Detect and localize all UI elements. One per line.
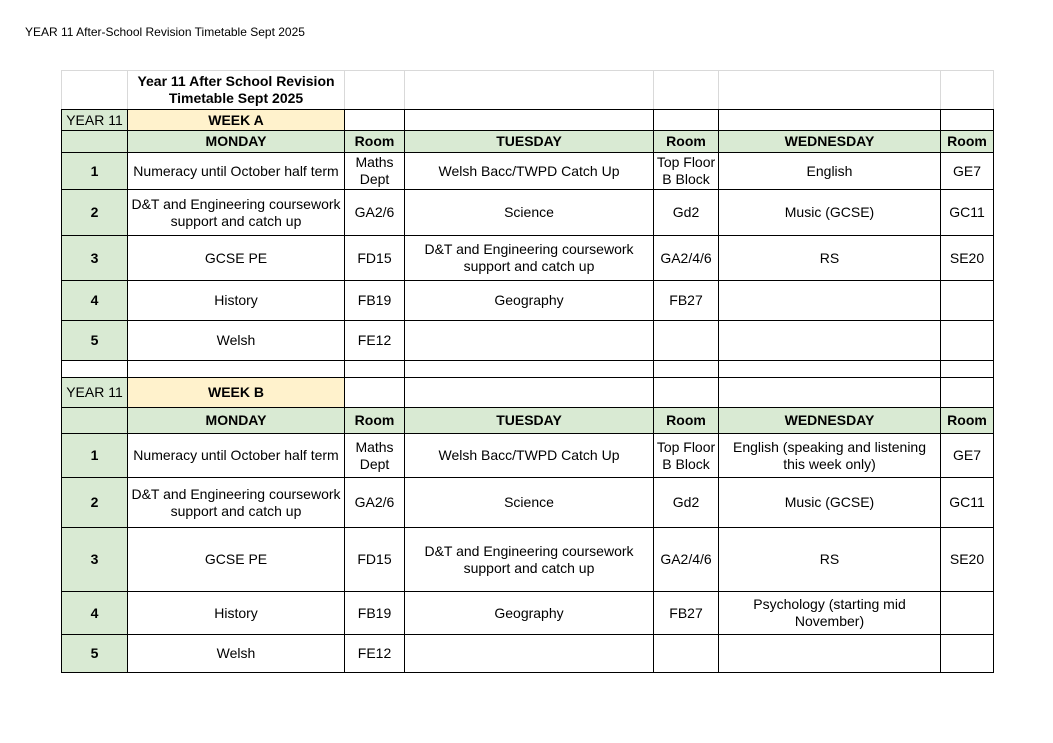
- blank-cell: [345, 110, 405, 131]
- period-number: 4: [62, 592, 128, 635]
- tuesday-room: [654, 321, 719, 361]
- blank-cell: [719, 110, 941, 131]
- table-row: [62, 153, 994, 190]
- blank-cell: [405, 361, 654, 378]
- week-a-header-row: [62, 131, 994, 153]
- monday-room: FE12: [345, 635, 405, 673]
- wednesday-session: RS: [719, 528, 941, 592]
- wednesday-session: [719, 321, 941, 361]
- tuesday-session: Welsh Bacc/TWPD Catch Up: [405, 153, 654, 190]
- wednesday-session: [719, 635, 941, 673]
- wednesday-session: Music (GCSE): [719, 478, 941, 528]
- period-number: 5: [62, 321, 128, 361]
- period-number: 2: [62, 190, 128, 236]
- monday-room: GA2/6: [345, 478, 405, 528]
- tuesday-room: GA2/4/6: [654, 528, 719, 592]
- blank-cell: [654, 378, 719, 408]
- monday-room: GA2/6: [345, 190, 405, 236]
- table-row: [62, 434, 994, 478]
- wednesday-session: English (speaking and listening this week only): [719, 434, 941, 478]
- blank-cell: [719, 361, 941, 378]
- wednesday-session: [719, 281, 941, 321]
- tuesday-room: Top Floor B Block: [654, 153, 719, 190]
- wednesday-session: Psychology (starting mid November): [719, 592, 941, 635]
- monday-session: Welsh: [128, 635, 345, 673]
- wednesday-session: English: [719, 153, 941, 190]
- table-row: [62, 236, 994, 281]
- header-tuesday: TUESDAY: [405, 408, 654, 434]
- header-wednesday: WEDNESDAY: [719, 408, 941, 434]
- tuesday-session: Geography: [405, 281, 654, 321]
- wednesday-room: [941, 281, 994, 321]
- header-room: Room: [941, 408, 994, 434]
- year-label: YEAR 11: [62, 110, 128, 131]
- blank-cell: [654, 110, 719, 131]
- blank-cell: [345, 71, 405, 110]
- week-b-header-row: [62, 408, 994, 434]
- tuesday-session: [405, 321, 654, 361]
- header-blank: [62, 408, 128, 434]
- blank-cell: [62, 71, 128, 110]
- wednesday-room: SE20: [941, 236, 994, 281]
- blank-cell: [941, 378, 994, 408]
- header-tuesday: TUESDAY: [405, 131, 654, 153]
- period-number: 3: [62, 528, 128, 592]
- header-room: Room: [654, 131, 719, 153]
- period-number: 1: [62, 153, 128, 190]
- table-row: [62, 190, 994, 236]
- tuesday-room: FB27: [654, 592, 719, 635]
- period-number: 1: [62, 434, 128, 478]
- wednesday-room: GC11: [941, 478, 994, 528]
- monday-room: FD15: [345, 236, 405, 281]
- monday-room: FE12: [345, 321, 405, 361]
- header-monday: MONDAY: [128, 131, 345, 153]
- monday-room: Maths Dept: [345, 434, 405, 478]
- revision-timetable: [61, 70, 994, 673]
- blank-cell: [128, 361, 345, 378]
- blank-cell: [719, 71, 941, 110]
- period-number: 3: [62, 236, 128, 281]
- wednesday-room: SE20: [941, 528, 994, 592]
- blank-cell: [345, 361, 405, 378]
- wednesday-room: [941, 321, 994, 361]
- header-room: Room: [345, 131, 405, 153]
- monday-session: GCSE PE: [128, 528, 345, 592]
- period-number: 4: [62, 281, 128, 321]
- document-title: YEAR 11 After-School Revision Timetable Sept 2025: [25, 25, 305, 39]
- table-row: [62, 528, 994, 592]
- table-row: [62, 635, 994, 673]
- week-b-label: WEEK B: [128, 378, 345, 408]
- tuesday-session: Welsh Bacc/TWPD Catch Up: [405, 434, 654, 478]
- tuesday-room: [654, 635, 719, 673]
- blank-cell: [405, 378, 654, 408]
- blank-cell: [62, 361, 128, 378]
- spacer-row: [62, 361, 994, 378]
- header-room: Room: [941, 131, 994, 153]
- header-wednesday: WEDNESDAY: [719, 131, 941, 153]
- monday-session: D&T and Engineering coursework support and catch up: [128, 478, 345, 528]
- monday-room: FD15: [345, 528, 405, 592]
- wednesday-room: GE7: [941, 153, 994, 190]
- tuesday-session: Science: [405, 478, 654, 528]
- tuesday-room: Gd2: [654, 478, 719, 528]
- tuesday-session: Geography: [405, 592, 654, 635]
- wednesday-room: [941, 592, 994, 635]
- tuesday-room: Gd2: [654, 190, 719, 236]
- header-monday: MONDAY: [128, 408, 345, 434]
- tuesday-session: D&T and Engineering coursework support and catch up: [405, 528, 654, 592]
- blank-cell: [654, 71, 719, 110]
- monday-session: History: [128, 592, 345, 635]
- header-room: Room: [654, 408, 719, 434]
- monday-session: GCSE PE: [128, 236, 345, 281]
- header-room: Room: [345, 408, 405, 434]
- timetable-title: Year 11 After School Revision Timetable Sept 2025: [128, 71, 345, 110]
- blank-cell: [405, 71, 654, 110]
- blank-cell: [405, 110, 654, 131]
- blank-cell: [654, 361, 719, 378]
- tuesday-room: GA2/4/6: [654, 236, 719, 281]
- monday-session: Numeracy until October half term: [128, 153, 345, 190]
- week-a-label-row: [62, 110, 994, 131]
- monday-session: D&T and Engineering coursework support and catch up: [128, 190, 345, 236]
- period-number: 2: [62, 478, 128, 528]
- tuesday-session: Science: [405, 190, 654, 236]
- wednesday-session: RS: [719, 236, 941, 281]
- blank-cell: [719, 378, 941, 408]
- monday-room: Maths Dept: [345, 153, 405, 190]
- tuesday-room: Top Floor B Block: [654, 434, 719, 478]
- tuesday-room: FB27: [654, 281, 719, 321]
- blank-cell: [941, 71, 994, 110]
- table-row: [62, 281, 994, 321]
- table-row: [62, 592, 994, 635]
- week-b-label-row: [62, 378, 994, 408]
- blank-cell: [941, 110, 994, 131]
- week-a-label: WEEK A: [128, 110, 345, 131]
- monday-session: Numeracy until October half term: [128, 434, 345, 478]
- table-row: [62, 478, 994, 528]
- wednesday-room: GE7: [941, 434, 994, 478]
- blank-cell: [345, 378, 405, 408]
- tuesday-session: [405, 635, 654, 673]
- wednesday-room: GC11: [941, 190, 994, 236]
- monday-room: FB19: [345, 281, 405, 321]
- header-blank: [62, 131, 128, 153]
- monday-session: Welsh: [128, 321, 345, 361]
- wednesday-session: Music (GCSE): [719, 190, 941, 236]
- table-row: [62, 321, 994, 361]
- monday-session: History: [128, 281, 345, 321]
- year-label: YEAR 11: [62, 378, 128, 408]
- tuesday-session: D&T and Engineering coursework support and catch up: [405, 236, 654, 281]
- monday-room: FB19: [345, 592, 405, 635]
- blank-cell: [941, 361, 994, 378]
- period-number: 5: [62, 635, 128, 673]
- wednesday-room: [941, 635, 994, 673]
